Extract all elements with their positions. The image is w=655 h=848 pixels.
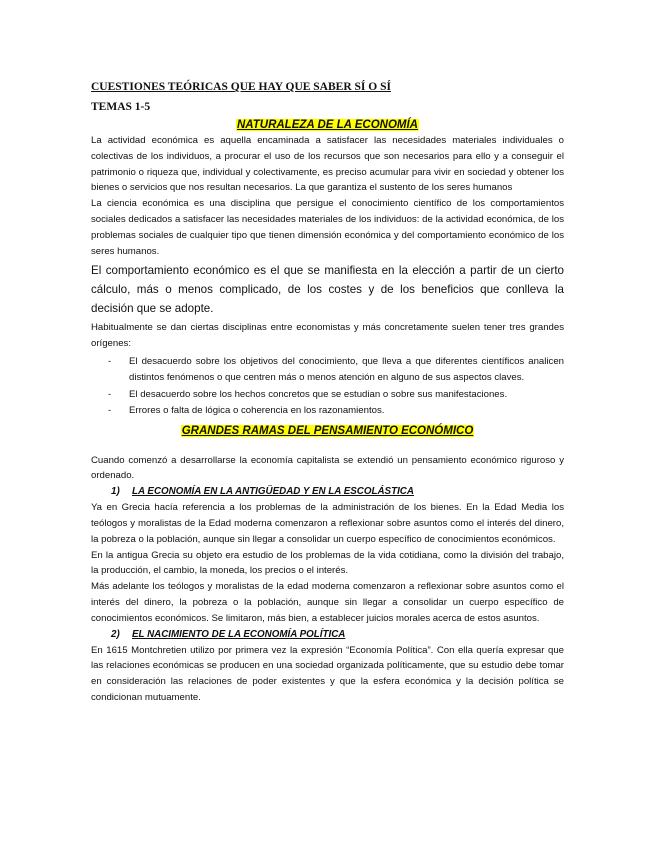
subsection-number: 2) (111, 628, 120, 640)
dash-bullet: - (108, 405, 112, 417)
list-item (91, 354, 564, 387)
section-heading-text: GRANDES RAMAS DEL PENSAMIENTO ECONÓMICO (181, 424, 474, 437)
paragraph: Ya en Grecia hacía referencia a los problemas de la administración de los bienes. En la Edad Media los teólogos y moralistas de la Edad moderna comenzaron a reflexionar sobre asuntos como el interés del dinero, la pobreza o la población, aunque sin llegar a consolidar un cuerpo específico de conocimientos económicos. (91, 502, 564, 545)
list-item-text: Errores o falta de lógica o coherencia en los razonamientos. (129, 405, 385, 417)
paragraph: La actividad económica es aquella encaminada a satisfacer las necesidades materiales individuales o colectivas de los individuos, a procurar el uso de los recursos que son necesarios para ello y a conseguir el patrimonio o riqueza que, individual y colectivamente, es preciso acumular para vivir en sociedad y obtener los bienes o servicios que nos resultan necesarios. La que garantiza el sustento de los seres humanos (91, 135, 564, 194)
subsection-heading-economia-politica (91, 627, 564, 643)
paragraph: Habitualmente se dan ciertas disciplinas entre economistas y más concretamente suelen tener tres grandes orígenes: (91, 322, 564, 350)
paragraph: En la antigua Grecia su objeto era estudio de los problemas de la vida cotidiana, como la división del trabajo, la producción, el cambio, la moneda, los precios o el interés. (91, 549, 564, 577)
paragraph-large: El comportamiento económico es el que se manifiesta en la elección a partir de un cierto cálculo, más o menos complicado, de los costes y de los beneficios que conlleva la decisión que se adopte. (91, 264, 564, 316)
list-item-text: El desacuerdo sobre los hechos concretos que se estudian o sobre sus manifestaciones. (129, 388, 508, 400)
paragraph: En 1615 Montchretien utilizo por primera vez la expresión “Economía Política”. Con ella quería expresar que las relaciones económicas se producen en una sociedad organizada políticamente, que su estudio debe tomar en consideración las relaciones de poder existentes y que la esfera económica y la decisión política se condicionan mutuamente. (91, 644, 564, 703)
dash-bullet: - (108, 355, 112, 367)
subsection-title: EL NACIMIENTO DE LA ECONOMÍA POLÍTICA (132, 628, 346, 640)
section-heading-text: NATURALEZA DE LA ECONOMÍA (236, 119, 418, 131)
page-content (91, 80, 564, 706)
section-heading-grandes-ramas (91, 420, 564, 439)
bullet-list (91, 354, 564, 420)
section-heading-naturaleza (91, 114, 564, 133)
paragraph: Más adelante los teólogos y moralistas de la edad moderna comenzaron a reflexionar sobre asuntos como el interés del dinero, la pobreza o la población, aunque sin llegar a consolidar un cuerpo específico de conocimientos económicos. Se limitaron, más bien, a establecer juicios morales acerca de estos asuntos. (91, 581, 564, 624)
spacer (91, 439, 564, 453)
dash-bullet: - (108, 388, 112, 400)
paragraph: La ciencia económica es una disciplina que persigue el conocimiento científico de los comportamientos sociales dedicados a satisfacer las necesidades materiales de los individuos: de la actividad económica, de los problemas sociales de cualquier tipo que tienen dimensión económica y del comportamiento económico de los seres humanos. (91, 198, 564, 257)
paragraph: Cuando comenzó a desarrollarse la economía capitalista se extendió un pensamiento económico riguroso y ordenado. (91, 454, 564, 482)
list-item (91, 387, 564, 403)
list-item-text: El desacuerdo sobre los objetivos del conocimiento, que lleva a que diferentes científicos analicen distintos fenómenos o que centren más o menos atención en alguno de sus aspectos claves. (129, 355, 564, 384)
subsection-title: LA ECONOMÍA EN LA ANTIGÜEDAD Y EN LA ESCOLÁSTICA (132, 486, 414, 498)
document-title: CUESTIONES TEÓRICAS QUE HAY QUE SABER SÍ O SÍ (91, 81, 391, 93)
document-subtitle: TEMAS 1-5 (91, 101, 151, 113)
subsection-heading-antiguedad (91, 484, 564, 500)
list-item (91, 403, 564, 419)
subsection-number: 1) (111, 486, 120, 498)
